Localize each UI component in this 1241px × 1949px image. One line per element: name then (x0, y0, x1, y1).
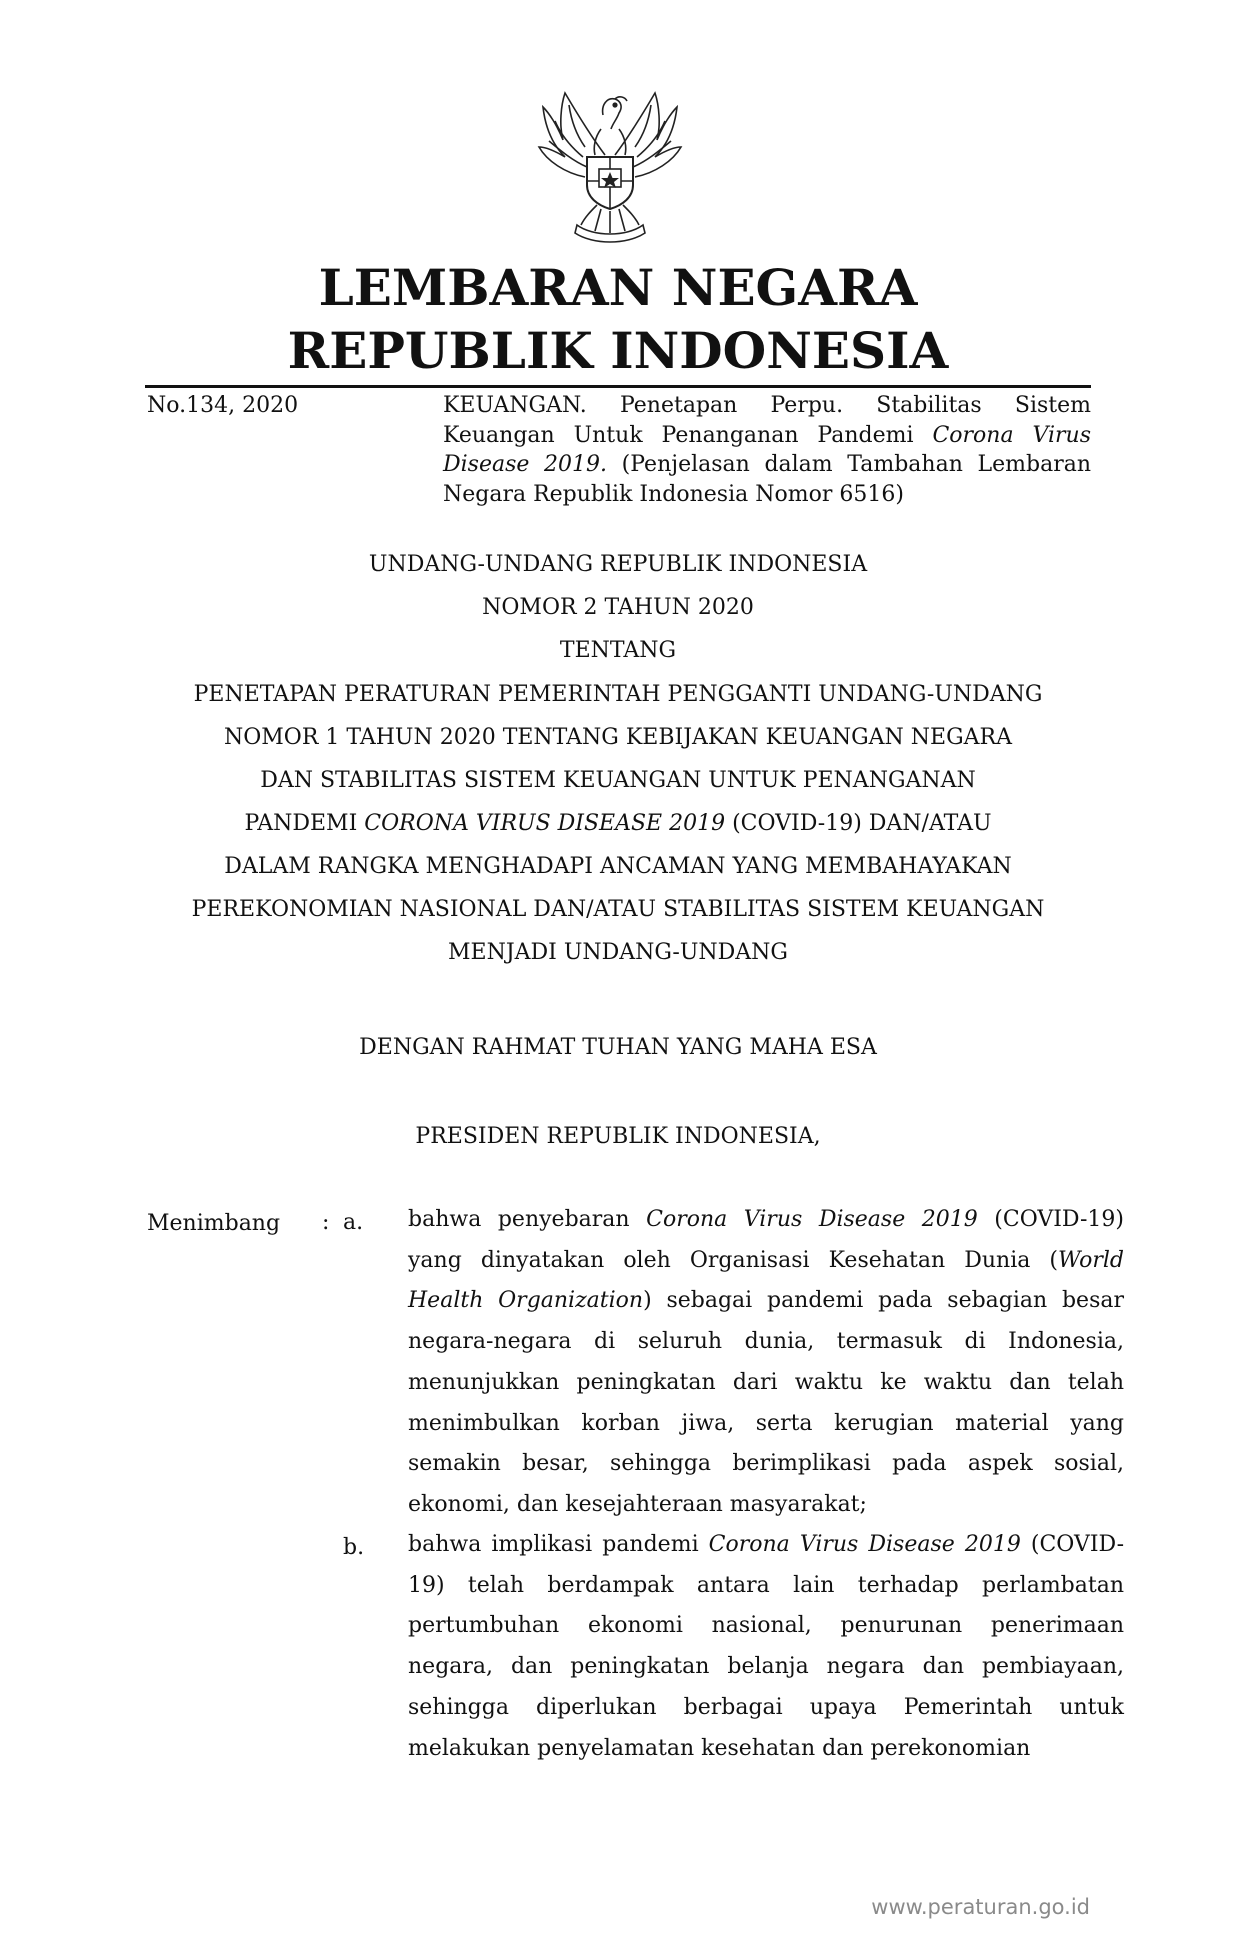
considering-item-b: bahwa implikasi pandemi Corona Virus Disease 2019 (COVID-19) telah berdampak antara lain terhadap perlambatan pertumbuhan ekonomi nasional, penurunan penerimaan negara, dan peningkatan belanja negara dan pembiayaan, sehingga diperlukan berbagai upaya Pemerintah untuk melakukan penyelamatan kesehatan dan perekonomian (408, 1532, 1124, 1761)
law-title-line: NOMOR 1 TAHUN 2020 TENTANG KEBIJAKAN KEUANGAN NEGARA (223, 725, 1013, 750)
considering-item-a: bahwa penyebaran Corona Virus Disease 2019 (COVID-19) yang dinyatakan oleh Organisasi Kesehatan Dunia (World Health Organization) sebagai pandemi pada sebagian besar negara-negara di seluruh dunia, termasuk di Indonesia, menunjukkan peningkatan dari waktu ke waktu dan telah menimbulkan korban jiwa, serta kerugian material yang semakin besar, sehingga berimplikasi pada aspek sosial, ekonomi, dan kesejahteraan masyarakat; (408, 1207, 1125, 1517)
law-title-line: MENJADI UNDANG-UNDANG (448, 940, 788, 965)
website-watermark: www.peraturan.go.id (871, 1895, 1090, 1919)
item-letter-a: a. (343, 1210, 364, 1235)
law-heading: UNDANG-UNDANG REPUBLIK INDONESIA (368, 552, 868, 577)
considering-label: Menimbang (147, 1211, 281, 1236)
law-title-line: DALAM RANGKA MENGHADAPI ANCAMAN YANG MEMBAHAYAKAN (224, 854, 1012, 879)
considering-colon: : (322, 1210, 330, 1235)
blessing-line: DENGAN RAHMAT TUHAN YANG MAHA ESA (359, 1035, 877, 1060)
garuda-emblem (535, 85, 685, 245)
law-title-line: PEREKONOMIAN NASIONAL DAN/ATAU STABILITAS SISTEM KEUANGAN (191, 897, 1045, 922)
law-title-line: DAN STABILITAS SISTEM KEUANGAN UNTUK PENANGANAN (260, 768, 976, 793)
law-number: NOMOR 2 TAHUN 2020 (482, 595, 754, 620)
president-line: PRESIDEN REPUBLIK INDONESIA, (415, 1124, 821, 1149)
law-title (145, 680, 1091, 980)
law-about: TENTANG (559, 638, 677, 663)
gazette-title-line2: REPUBLIK INDONESIA (287, 321, 949, 380)
gazette-title-line1: LEMBARAN NEGARA (318, 258, 918, 317)
issue-number: No.134, 2020 (147, 393, 299, 418)
law-title-line: PENETAPAN PERATURAN PEMERINTAH PENGGANTI UNDANG-UNDANG (193, 682, 1043, 707)
issue-description: KEUANGAN. Penetapan Perpu. Stabilitas Sistem Keuangan Untuk Penanganan Pandemi Corona Virus Disease 2019. (Penjelasan dalam Tambahan Lembaran Negara Republik Indonesia Nomor 6516) (443, 393, 1091, 507)
item-letter-b: b. (343, 1535, 365, 1560)
law-title-line: PANDEMI CORONA VIRUS DISEASE 2019 (COVID-19) DAN/ATAU (244, 811, 992, 836)
masthead-rule (145, 385, 1091, 388)
